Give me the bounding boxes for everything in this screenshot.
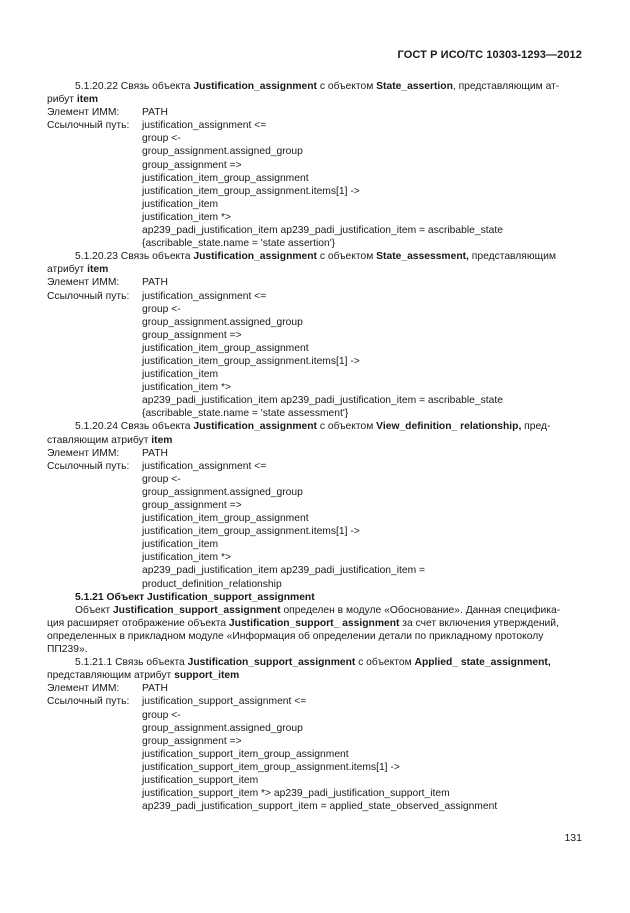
path-line: justification_item_group_assignment (142, 342, 309, 354)
path-line: justification_item_group_assignment.items[1] -> (142, 526, 360, 538)
ref-path-row: Ссылочный путь: justification_support_assignment <= (47, 696, 307, 708)
path-line: group <- (142, 709, 181, 721)
path-line: justification_support_item *> ap239_padi_justification_support_item (142, 788, 450, 800)
section-heading-cont: ставляющим атрибут item (47, 434, 173, 446)
path-line: group_assignment.assigned_group (142, 316, 303, 328)
path-line: group_assignment.assigned_group (142, 146, 303, 158)
path-line: group_assignment => (142, 159, 242, 171)
path-line: justification_item (142, 369, 219, 381)
document-header: ГОСТ Р ИСО/ТС 10303-1293—2012 (397, 49, 582, 61)
path-line: group <- (142, 133, 181, 145)
paragraph-line: Объект Justification_support_assignment определен в модуле «Обоснование». Данная специфика- (75, 604, 561, 616)
path-line: justification_support_item (142, 774, 259, 786)
element-row: Элемент ИММ: PATH (47, 277, 168, 289)
path-line: ap239_padi_justification_support_item = applied_state_observed_assignment (142, 801, 498, 813)
path-line: justification_item_group_assignment (142, 172, 309, 184)
path-line: justification_item (142, 539, 219, 551)
path-line: group <- (142, 473, 181, 485)
path-line: group_assignment => (142, 329, 242, 341)
ref-path-row: Ссылочный путь: justification_assignment <= (47, 290, 267, 302)
path-line: justification_item *> (142, 382, 231, 394)
path-line: justification_item *> (142, 211, 231, 223)
path-line: justification_item_group_assignment.items[1] -> (142, 185, 360, 197)
section-heading-cont: представляющим атрибут support_item (47, 670, 240, 682)
page-number: 131 (564, 832, 582, 844)
section-heading-5-1-21-1: 5.1.21.1 Связь объекта Justification_support_assignment с объектом Applied_ state_assignment, (75, 657, 551, 669)
path-line: group_assignment.assigned_group (142, 486, 303, 498)
page-content (47, 80, 583, 813)
section-heading-5-1-20-23: 5.1.20.23 Связь объекта Justification_assignment с объектом State_assessment, представляющим (75, 251, 556, 263)
path-line: group <- (142, 303, 181, 315)
path-line: justification_support_item_group_assignment (142, 748, 349, 760)
element-row: Элемент ИММ: PATH (47, 107, 168, 119)
ref-path-row: Ссылочный путь: justification_assignment <= (47, 120, 267, 132)
path-line: justification_item_group_assignment (142, 513, 309, 525)
path-line: ap239_padi_justification_item ap239_padi_justification_item = ascribable_state (142, 225, 503, 237)
section-title-5-1-21: 5.1.21 Объект Justification_support_assignment (75, 591, 315, 603)
section-heading-cont: рибут item (47, 94, 99, 106)
path-line: ap239_padi_justification_item ap239_padi_justification_item = (142, 565, 426, 577)
path-line: product_definition_relationship (142, 578, 282, 590)
path-line: justification_item (142, 198, 219, 210)
element-row: Элемент ИММ: PATH (47, 447, 168, 459)
paragraph-line: ция расширяет отображение объекта Justification_support_ assignment за счет включения утверждений, (47, 617, 559, 629)
path-line: justification_item_group_assignment.items[1] -> (142, 355, 360, 367)
section-heading-cont: атрибут item (47, 264, 109, 276)
path-line: justification_support_item_group_assignment.items[1] -> (142, 761, 400, 773)
path-line: justification_item *> (142, 552, 231, 564)
ref-path-row: Ссылочный путь: justification_assignment <= (47, 460, 267, 472)
paragraph-line: ПП239». (47, 644, 88, 656)
element-row: Элемент ИММ: PATH (47, 683, 168, 695)
section-heading-5-1-20-24: 5.1.20.24 Связь объекта Justification_assignment с объектом View_definition_ relationship, пред- (75, 421, 551, 433)
path-line: {ascribable_state.name = 'state assessment'} (142, 408, 349, 420)
path-line: {ascribable_state.name = 'state assertion'} (142, 238, 336, 250)
path-line: ap239_padi_justification_item ap239_padi_justification_item = ascribable_state (142, 395, 503, 407)
section-heading-5-1-20-22: 5.1.20.22 Связь объекта Justification_assignment с объектом State_assertion, представляющим ат- (75, 81, 560, 92)
path-line: group_assignment => (142, 500, 242, 511)
path-line: group_assignment => (142, 735, 242, 747)
paragraph-line: определенных в прикладном модуле «Информация об определении детали по прикладному протоколу (47, 630, 544, 642)
path-line: group_assignment.assigned_group (142, 722, 303, 734)
